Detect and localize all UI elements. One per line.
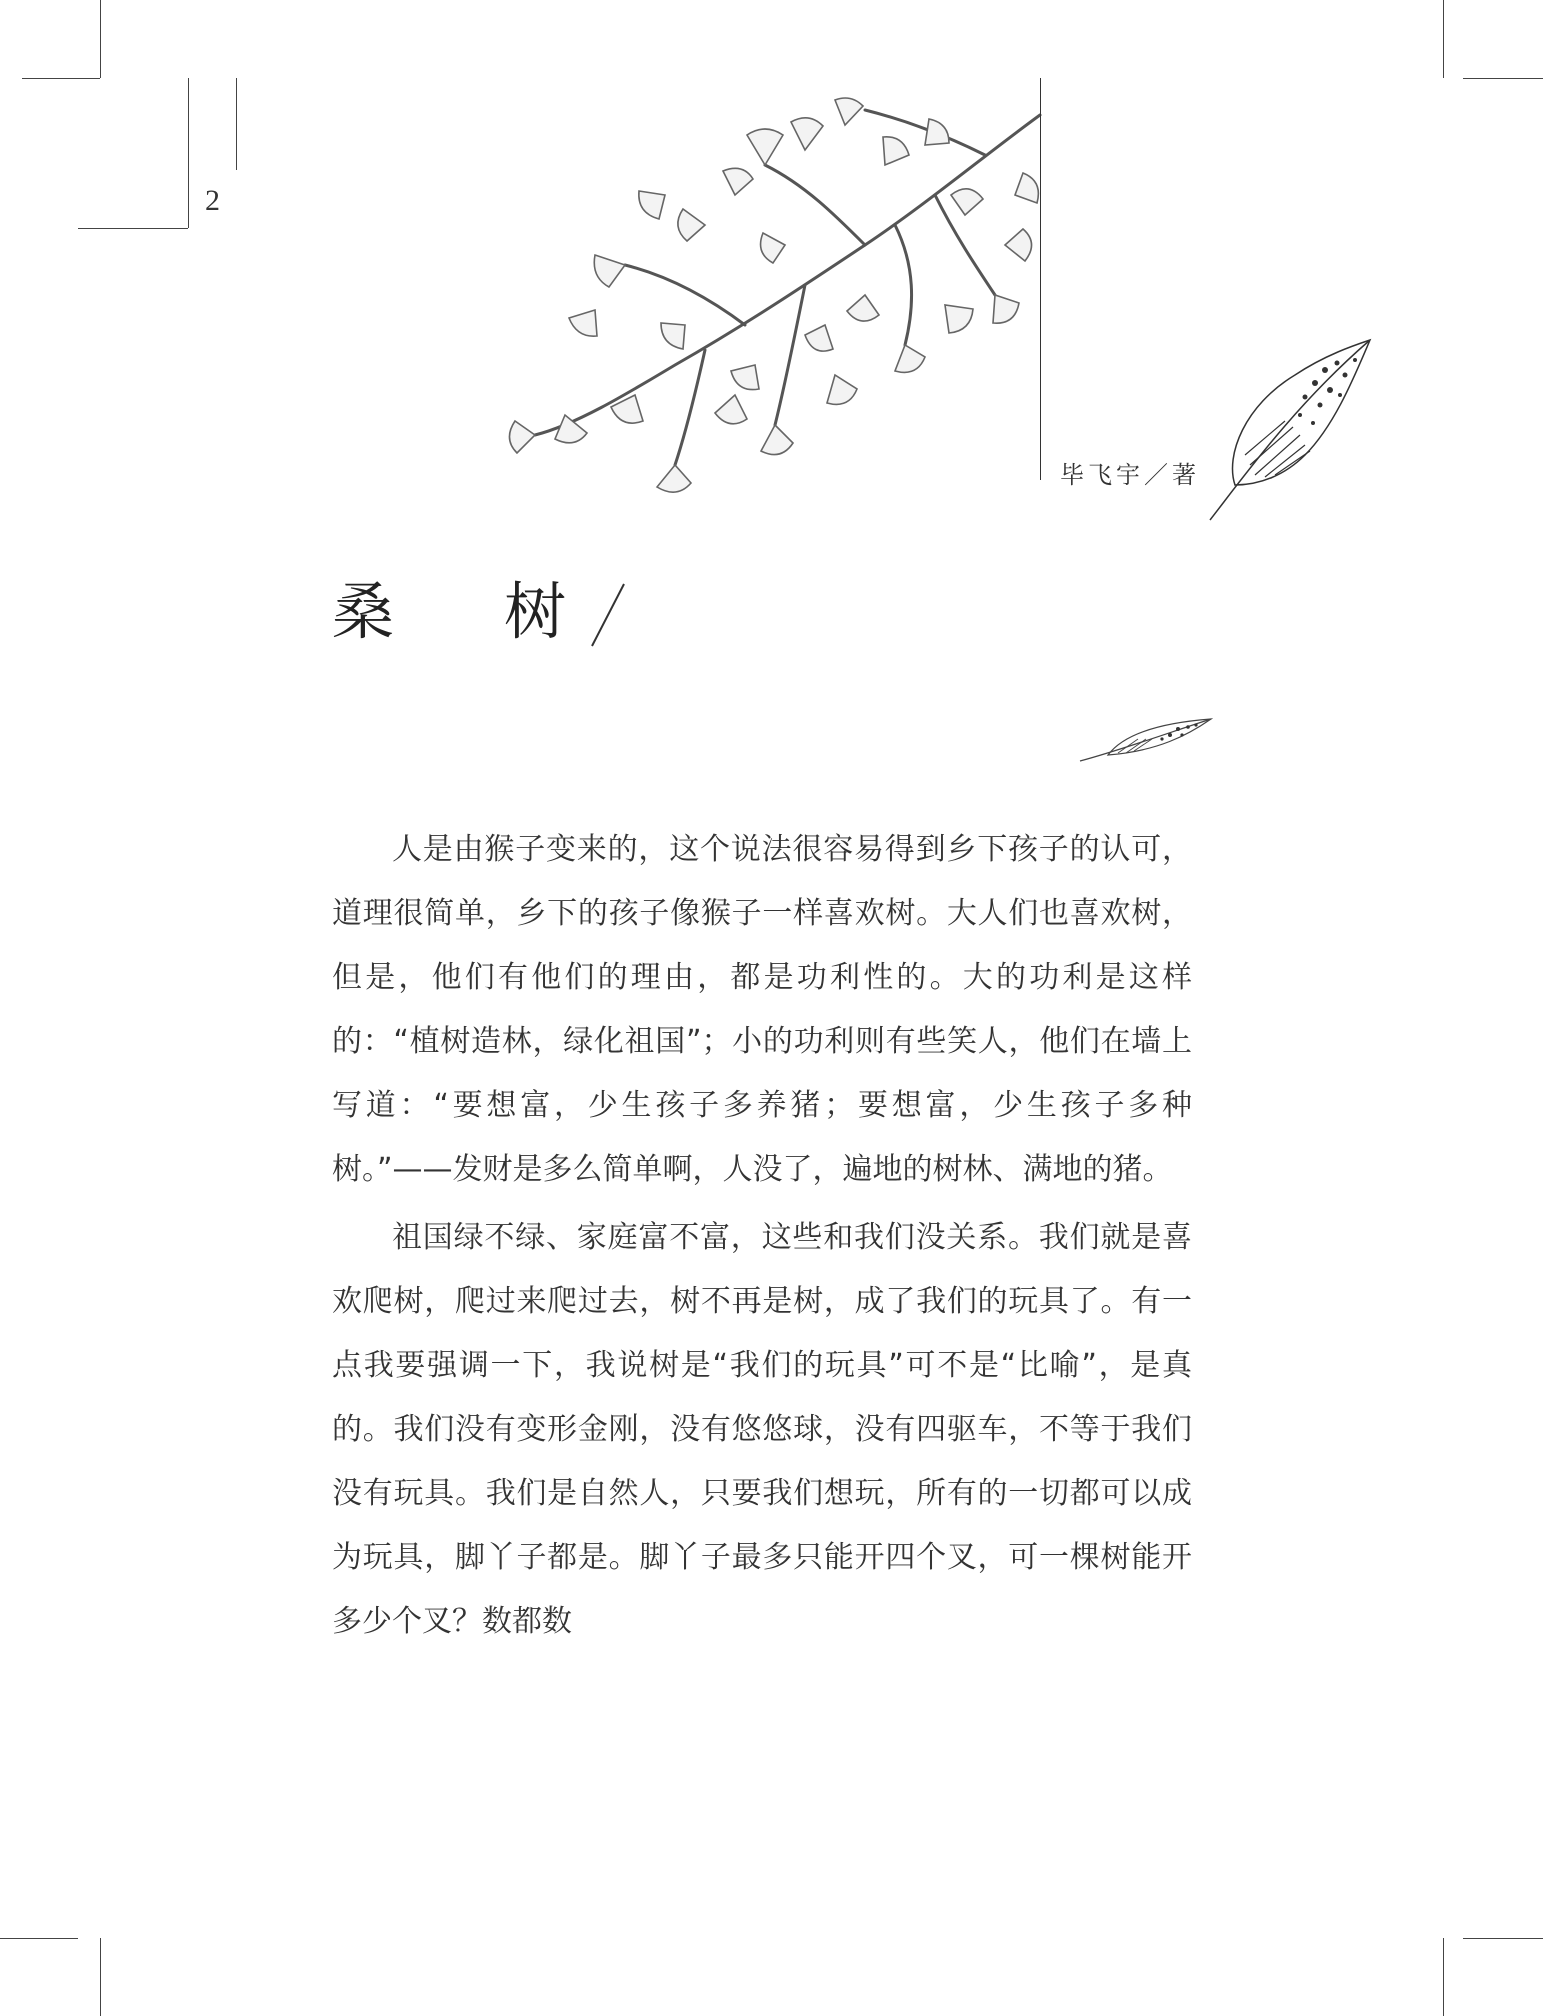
ginkgo-branch-illustration bbox=[505, 95, 1045, 495]
crop-mark bbox=[1463, 1938, 1543, 1939]
feather-icon bbox=[1078, 715, 1213, 765]
crop-mark bbox=[100, 0, 101, 78]
feather-icon bbox=[1205, 335, 1375, 525]
body-text bbox=[332, 818, 1192, 1654]
crop-mark bbox=[22, 78, 100, 79]
crop-mark bbox=[236, 78, 237, 170]
crop-mark bbox=[1463, 78, 1543, 79]
crop-mark bbox=[188, 78, 189, 228]
crop-mark bbox=[1443, 0, 1444, 78]
page-number: 2 bbox=[205, 184, 220, 217]
crop-mark bbox=[100, 1938, 101, 2016]
crop-mark bbox=[1443, 1938, 1444, 2016]
author-byline: 毕飞宇／著 bbox=[1060, 461, 1200, 489]
crop-mark bbox=[0, 1938, 78, 1939]
vertical-rule bbox=[1040, 78, 1041, 480]
paragraph: 祖国绿不绿、家庭富不富，这些和我们没关系。我们就是喜欢爬树，爬过来爬过去，树不再是树，成了我们的玩具了。有一点我要强调一下，我说树是“我们的玩具”可不是“比喻”，是真的。我们没有变形金刚，没有悠悠球，没有四驱车，不等于我们没有玩具。我们是自然人，只要我们想玩，所有的一切都可以成为玩具，脚丫子都是。脚丫子最多只能开四个叉，可一棵树能开多少个叉？数都数 bbox=[332, 1220, 1192, 1639]
crop-mark bbox=[78, 228, 188, 229]
title-char-2: 树 bbox=[504, 575, 567, 648]
title-slash bbox=[588, 580, 628, 650]
paragraph: 人是由猴子变来的，这个说法很容易得到乡下孩子的认可，道理很简单，乡下的孩子像猴子一样喜欢树。大人们也喜欢树，但是，他们有他们的理由，都是功利性的。大的功利是这样的：“植树造林，绿化祖国”；小的功利则有些笑人，他们在墙上写道：“要想富，少生孩子多养猪；要想富，少生孩子多种树。”——发财是多么简单啊，人没了，遍地的树林、满地的猪。 bbox=[332, 832, 1192, 1187]
title-char-1: 桑 bbox=[332, 575, 395, 648]
